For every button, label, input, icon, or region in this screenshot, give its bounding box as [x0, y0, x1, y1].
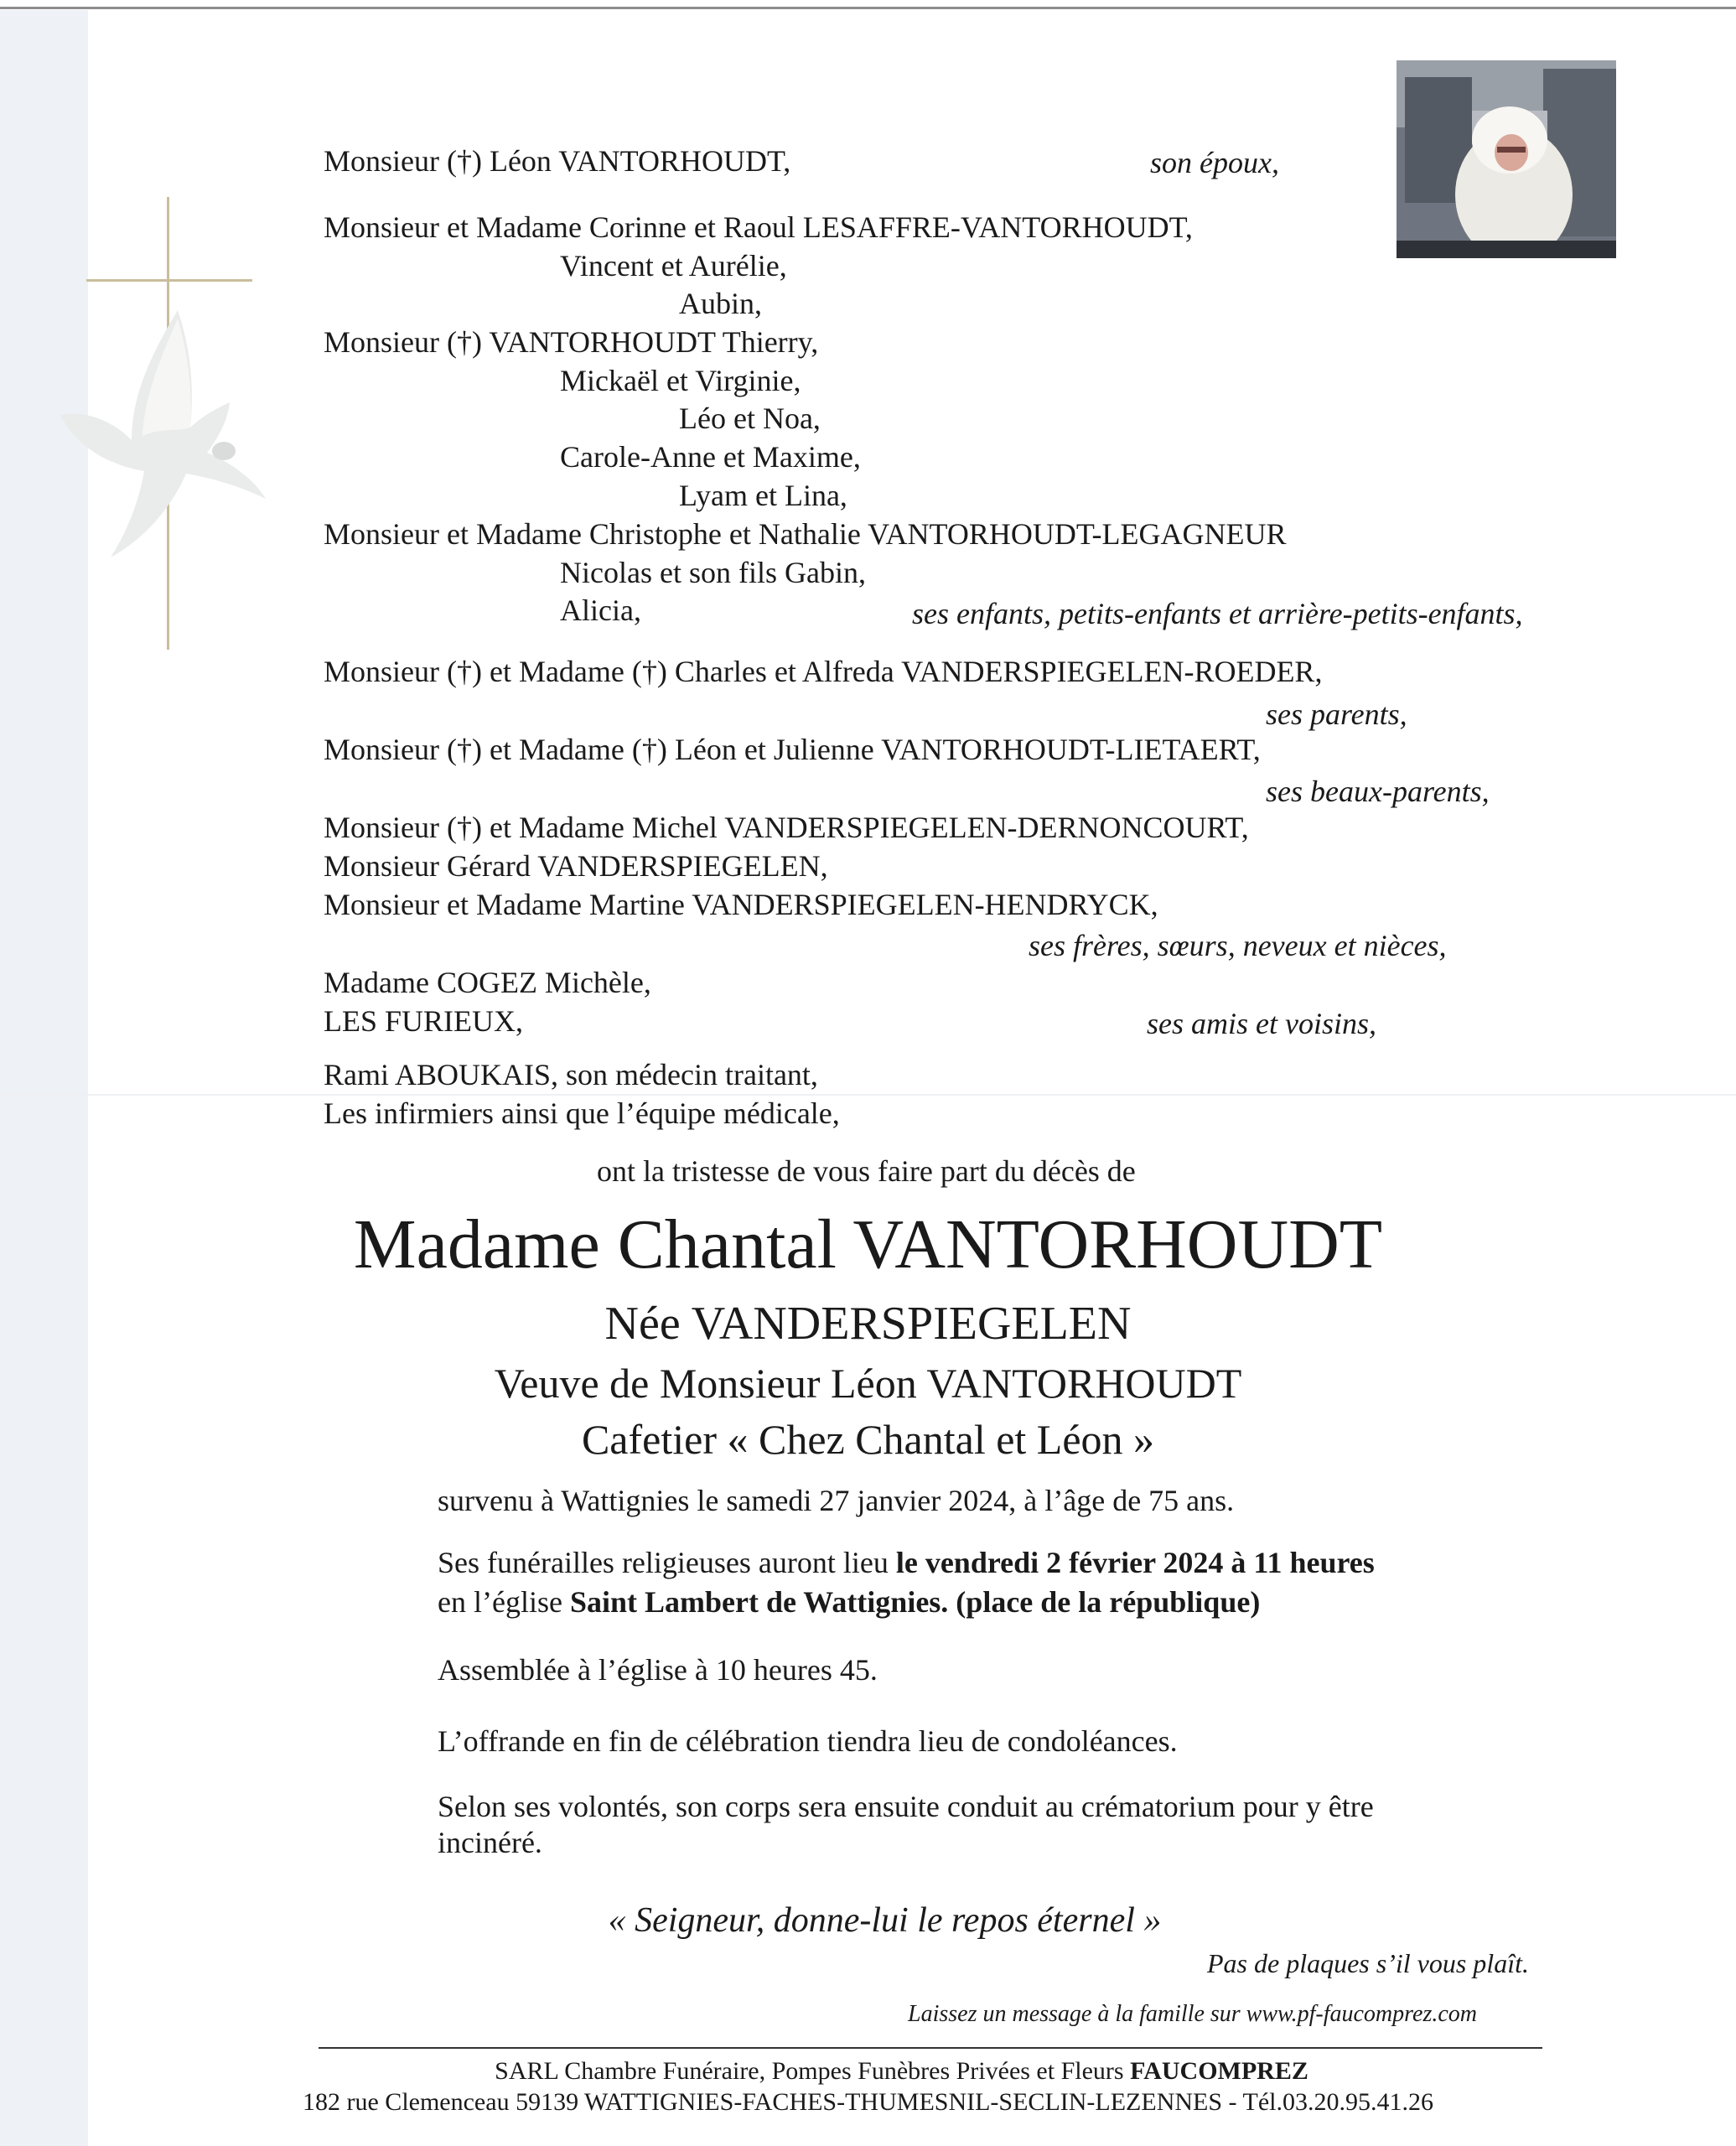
- family-line: Vincent et Aurélie,: [560, 249, 787, 283]
- family-line: LES FURIEUX,: [324, 1004, 524, 1038]
- portrait-photo: [1397, 60, 1616, 258]
- relation-label: son époux,: [1150, 146, 1279, 179]
- family-line: Aubin,: [679, 287, 762, 320]
- family-line: Madame COGEZ Michèle,: [324, 966, 651, 999]
- footer-rule: [319, 2047, 1542, 2049]
- family-line: Les infirmiers ainsi que l’équipe médicale,: [324, 1096, 840, 1130]
- relation-label: ses parents,: [1266, 697, 1407, 731]
- family-line: Monsieur (†) VANTORHOUDT Thierry,: [324, 325, 819, 359]
- church-prefix: en l’église: [438, 1585, 562, 1619]
- family-line: Léo et Noa,: [679, 402, 821, 435]
- relation-label: ses beaux-parents,: [1266, 775, 1490, 808]
- dove-icon: [52, 293, 270, 570]
- family-line: Mickaël et Virginie,: [560, 364, 801, 397]
- family-line: Monsieur et Madame Corinne et Raoul LESAFFRE-VANTORHOUDT,: [324, 210, 1193, 244]
- widow-of: Veuve de Monsieur Léon VANTORHOUDT: [494, 1360, 1242, 1407]
- top-rule: [0, 7, 1736, 9]
- funeral-prefix: Ses funérailles religieuses auront lieu: [438, 1546, 889, 1579]
- footer-company: [34, 2056, 1736, 2086]
- family-line: Monsieur (†) et Madame (†) Léon et Julienne VANTORHOUDT-LIETAERT,: [324, 733, 1261, 766]
- cross-icon-horizontal: [86, 279, 252, 282]
- family-line: Monsieur Gérard VANDERSPIEGELEN,: [324, 849, 828, 883]
- church-line: [438, 1584, 1260, 1620]
- family-line: Monsieur (†) et Madame (†) Charles et Alfreda VANDERSPIEGELEN-ROEDER,: [324, 655, 1323, 688]
- family-line: Rami ABOUKAIS, son médecin traitant,: [324, 1058, 818, 1091]
- message-note: Laissez un message à la famille sur www.pf-faucomprez.com: [908, 2001, 1477, 2027]
- relation-label: ses enfants, petits-enfants et arrière-petits-enfants,: [912, 597, 1523, 630]
- fold-line: [0, 1094, 1736, 1096]
- offering-text: L’offrande en fin de célébration tiendra lieu de condoléances.: [438, 1724, 1178, 1758]
- company-prefix: SARL Chambre Funéraire, Pompes Funèbres Privées et Fleurs: [495, 2057, 1124, 2085]
- deceased-name: Madame Chantal VANTORHOUDT: [353, 1205, 1383, 1283]
- family-line: Monsieur (†) et Madame Michel VANDERSPIEGELEN-DERNONCOURT,: [324, 811, 1249, 844]
- footer-address: 182 rue Clemenceau 59139 WATTIGNIES-FACHES-THUMESNIL-SECLIN-LEZENNES - Tél.03.20.95.41.26: [303, 2088, 1433, 2116]
- family-line: Alicia,: [560, 594, 641, 627]
- birth-name: Née VANDERSPIEGELEN: [604, 1298, 1132, 1350]
- family-line: Monsieur (†) Léon VANTORHOUDT,: [324, 144, 791, 178]
- cremation-text: Selon ses volontés, son corps sera ensuite conduit au crématorium pour y être: [438, 1790, 1374, 1823]
- prayer-quote: « Seigneur, donne-lui le repos éternel »: [608, 1901, 1162, 1940]
- funeral-date: le vendredi 2 février 2024 à 11 heures: [895, 1546, 1375, 1579]
- family-line: Lyam et Lina,: [679, 479, 847, 512]
- death-details: survenu à Wattignies le samedi 27 janvier 2024, à l’âge de 75 ans.: [438, 1484, 1235, 1517]
- relation-label: ses amis et voisins,: [1147, 1007, 1376, 1040]
- funeral-line: [438, 1544, 1375, 1581]
- occupation: Cafetier « Chez Chantal et Léon »: [581, 1416, 1155, 1463]
- company-name: FAUCOMPREZ: [1130, 2057, 1308, 2085]
- family-line: Monsieur et Madame Martine VANDERSPIEGELEN-HENDRYCK,: [324, 888, 1158, 921]
- no-plaques-note: Pas de plaques s’il vous plaît.: [1207, 1948, 1529, 1978]
- assembly-text: Assemblée à l’église à 10 heures 45.: [438, 1653, 878, 1687]
- relation-label: ses frères, sœurs, neveux et nièces,: [1029, 929, 1447, 962]
- family-line: Monsieur et Madame Christophe et Nathalie VANTORHOUDT-LEGAGNEUR: [324, 517, 1287, 551]
- family-line: Carole-Anne et Maxime,: [560, 440, 861, 474]
- announcement-text: ont la tristesse de vous faire part du décès de: [597, 1154, 1136, 1188]
- family-line: Nicolas et son fils Gabin,: [560, 556, 866, 589]
- cremation-text: incinéré.: [438, 1826, 542, 1859]
- church-name: Saint Lambert de Wattignies. (place de la république): [569, 1585, 1261, 1619]
